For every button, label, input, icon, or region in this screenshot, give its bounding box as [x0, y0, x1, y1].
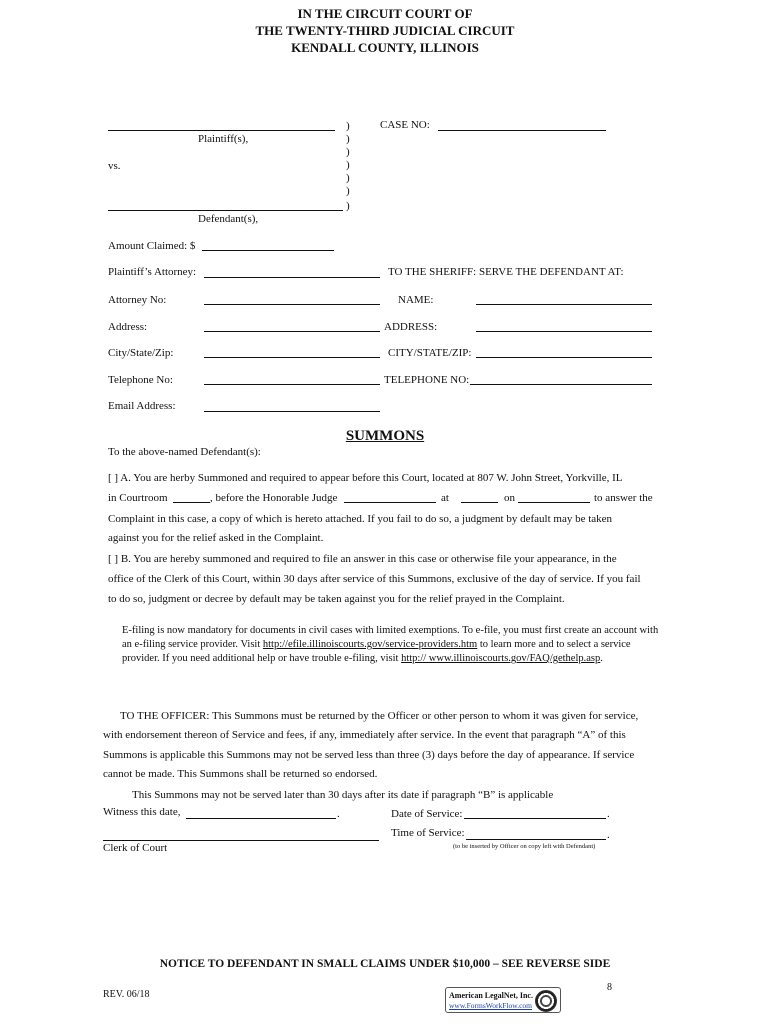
small-claims-notice: NOTICE TO DEFENDANT IN SMALL CLAIMS UNDER $10,000 – SEE REVERSE SIDE — [159, 958, 611, 970]
clerk-of-court-label: Clerk of Court — [103, 842, 168, 854]
plaintiffs-attorney-field[interactable] — [204, 277, 380, 278]
attorney-no-field[interactable] — [204, 304, 380, 305]
defendant-city-state-zip-label: CITY/STATE/ZIP: — [388, 347, 472, 359]
clerk-signature-field[interactable] — [103, 840, 379, 841]
efiling-notice — [122, 624, 662, 666]
stamp-website-link[interactable]: www.FormsWorkFlow.com — [449, 1001, 533, 1010]
on-label: on — [504, 492, 515, 504]
paragraph-b-line-2: office of the Clerk of this Court, within 30 days after service of this Summons, exclusive of the day of service. If you fail — [108, 573, 641, 585]
court-name-line-3: KENDALL COUNTY, ILLINOIS — [291, 40, 479, 55]
amount-claimed-field[interactable] — [202, 250, 334, 251]
company-logo-icon — [535, 990, 557, 1012]
inserted-by-officer-note: (to be inserted by Officer on copy left with Defendant) — [453, 843, 596, 850]
email-address-field[interactable] — [204, 411, 380, 412]
appearance-time-field[interactable] — [461, 502, 498, 503]
address-label: Address: — [108, 321, 148, 333]
paragraph-b-line-3: to do so, judgment or decree by default may be taken against you for the relief prayed in the Complaint. — [108, 593, 565, 605]
courtroom-field[interactable] — [173, 502, 210, 503]
date-of-service-label: Date of Service: — [391, 808, 463, 820]
witness-period: . — [337, 808, 340, 820]
date-of-service-field[interactable] — [464, 818, 606, 819]
revision-label: REV. 06/18 — [103, 989, 150, 1000]
plaintiff-name-field[interactable] — [108, 130, 335, 131]
defendant-address-label: ADDRESS: — [384, 321, 438, 333]
page-number: 8 — [607, 982, 612, 993]
telephone-no-label: Telephone No: — [108, 374, 173, 386]
defendant-name-label: NAME: — [398, 294, 434, 306]
efile-help-link[interactable]: http:// www.illinoiscourts.gov/FAQ/gethelp.asp — [401, 653, 601, 664]
defendant-address-field[interactable] — [476, 331, 652, 332]
plaintiffs-label: Plaintiff(s), — [198, 133, 249, 145]
case-no-field[interactable] — [438, 130, 606, 131]
attorney-no-label: Attorney No: — [108, 294, 167, 306]
telephone-no-field[interactable] — [204, 384, 380, 385]
court-name-line-1: IN THE CIRCUIT COURT OF — [297, 6, 473, 21]
defendant-city-state-zip-field[interactable] — [476, 357, 652, 358]
officer-line-3: Summons is applicable this Summons may not be served less than three (3) days before the day of appearance. If service — [103, 749, 635, 761]
defendant-telephone-field[interactable] — [470, 384, 652, 385]
before-judge-label: , before the Honorable Judge — [210, 492, 338, 504]
time-of-service-field[interactable] — [466, 839, 606, 840]
stamp-company-name: American LegalNet, Inc. — [449, 991, 533, 1000]
amount-claimed-label: Amount Claimed: $ — [108, 240, 196, 252]
courtroom-label: in Courtroom — [108, 492, 168, 504]
court-name-line-2: THE TWENTY-THIRD JUDICIAL CIRCUIT — [255, 23, 515, 38]
city-state-zip-field[interactable] — [204, 357, 380, 358]
defendant-name-field[interactable] — [108, 210, 343, 211]
defendant-name-serve-field[interactable] — [476, 304, 652, 305]
appearance-date-field[interactable] — [518, 502, 590, 503]
efiling-text-3: . — [600, 653, 603, 664]
defendants-label: Defendant(s), — [198, 213, 259, 225]
to-answer-label: to answer the — [594, 492, 653, 504]
summons-title: SUMMONS — [345, 428, 425, 444]
witness-date-field[interactable] — [186, 818, 336, 819]
witness-label: Witness this date, — [103, 806, 181, 818]
officer-line-1: TO THE OFFICER: This Summons must be returned by the Officer or other person to whom it was given for service, — [120, 710, 639, 722]
paragraph-a-line-3: Complaint in this case, a copy of which is hereto attached. If you fail to do so, a judgment by default may be taken — [108, 513, 613, 525]
plaintiffs-attorney-label: Plaintiff’s Attorney: — [108, 266, 197, 278]
officer-line-2: with endorsement thereon of Service and fees, if any, immediately after service. In the event that paragraph “A” of this — [103, 729, 626, 741]
date-of-service-period: . — [607, 808, 610, 820]
case-no-label: CASE NO: — [380, 119, 430, 131]
paragraph-b-line-1: [ ] B. You are hereby summoned and required to file an answer in this case or otherwise file your appearance, in the — [108, 553, 617, 565]
to-sheriff-label: TO THE SHERIFF: SERVE THE DEFENDANT AT: — [388, 266, 624, 278]
address-field[interactable] — [204, 331, 380, 332]
at-label: at — [441, 492, 449, 504]
time-of-service-period: . — [607, 829, 610, 841]
defendant-telephone-label: TELEPHONE NO: — [384, 374, 470, 386]
city-state-zip-label: City/State/Zip: — [108, 347, 174, 359]
time-of-service-label: Time of Service: — [391, 827, 465, 839]
efiling-text-1: E-filing is now mandatory for documents in civil cases with limited exemptions. To e-file, you must first create an account with an e-filing service provider. Visit — [122, 625, 659, 650]
officer-line-4: cannot be made. This Summons shall be returned so endorsed. — [103, 768, 378, 780]
to-defendant-label: To the above-named Defendant(s): — [108, 446, 261, 458]
email-address-label: Email Address: — [108, 400, 176, 412]
efile-providers-link[interactable]: http://efile.illinoiscourts.gov/service-providers.htm — [262, 639, 478, 650]
efiling-text-2: to learn more and to select a service provider. If you need additional help or have trouble e-filing, visit — [122, 639, 631, 664]
officer-line-5: This Summons may not be served later than 30 days after its date if paragraph “B” is applicable — [132, 789, 554, 801]
paragraph-a-line-4: against you for the relief asked in the Complaint. — [108, 532, 324, 544]
paragraph-a-line-1: [ ] A. You are herby Summoned and required to appear before this Court, located at 807 W. John Street, Yorkville, IL — [108, 472, 623, 484]
vs-label: vs. — [108, 160, 121, 172]
judge-name-field[interactable] — [344, 502, 436, 503]
formsworkflow-stamp — [445, 987, 561, 1013]
